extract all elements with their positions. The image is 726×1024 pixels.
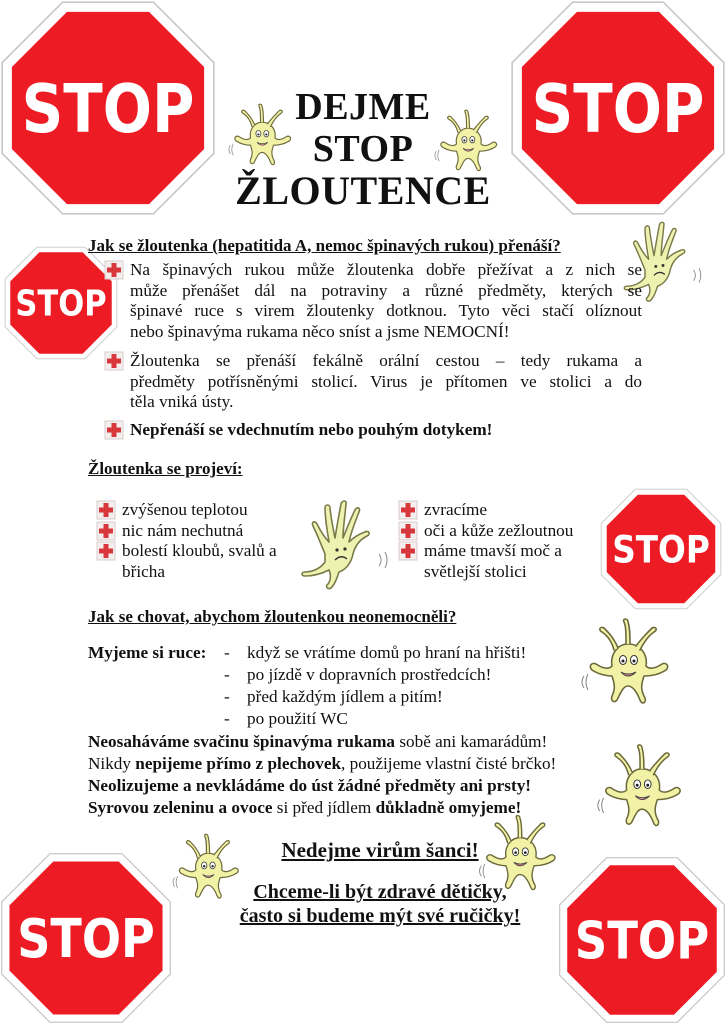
red-cross-icon <box>96 541 116 561</box>
text-line: máme tmavší moč a <box>424 541 562 561</box>
dash: - <box>224 665 230 684</box>
list-item <box>398 500 573 521</box>
stop-sign-bottom-right <box>558 856 726 1024</box>
stop-sign-top-right <box>510 0 726 216</box>
list-item <box>104 260 642 342</box>
red-cross-icon <box>96 500 116 520</box>
rhyme-line-2: často si budeme mýt své ručičky! <box>239 905 521 927</box>
text-line: Nepřenáší se vdechnutím nebo pouhým dotykem! <box>130 420 493 439</box>
stop-sign-label: STOP <box>21 69 195 148</box>
section-heading-symptoms: Žloutenka se projeví: <box>88 459 243 478</box>
rule-text: sobě ani kamarádům! <box>395 732 548 751</box>
page-title <box>228 86 498 212</box>
list-item <box>398 521 573 542</box>
red-cross-icon <box>104 351 124 371</box>
red-cross-icon <box>104 420 124 440</box>
red-cross-icon <box>104 260 124 280</box>
rule-line <box>88 754 556 775</box>
text-line: těla vniká ústy. <box>130 392 234 412</box>
rhyme <box>180 880 580 928</box>
rule-text: , použijeme vlastní čisté brčko! <box>341 754 557 773</box>
stop-sign-label: STOP <box>531 69 705 148</box>
red-cross-icon <box>398 500 418 520</box>
title-line-3: ŽLOUTENCE <box>235 168 491 213</box>
red-cross-icon <box>398 541 418 561</box>
text-line: předměty potřísněnými stolicí. Virus je přítomen ve stolici a do <box>130 371 642 391</box>
list-item <box>96 500 277 521</box>
stop-sign-top-left <box>0 0 216 216</box>
list-item <box>104 420 642 441</box>
rule-bold-text: Neosaháváme svačinu špinavýma rukama <box>88 732 396 751</box>
stop-sign-mid-left <box>4 246 118 360</box>
wash-hands-label: Myjeme si ruce: <box>88 643 207 662</box>
stop-sign-label: STOP <box>15 283 107 325</box>
rule-bold-text: nepijeme přímo z plechovek <box>135 754 342 773</box>
dash: - <box>224 687 230 706</box>
text-line: břicha <box>122 561 165 581</box>
stop-sign-label: STOP <box>612 527 710 572</box>
dash: - <box>224 709 230 728</box>
stop-sign-mid-right <box>600 488 722 610</box>
wash-item: po jízdě v dopravních prostředcích! <box>247 665 492 684</box>
text-line: Na špinavých rukou může žloutenka dobře přežívat a z nich se <box>130 260 642 279</box>
section-heading-transmission: Jak se žloutenka (hepatitida A, nemoc špinavých rukou) přenáší? <box>88 236 561 255</box>
wash-item: po použití WC <box>247 709 348 728</box>
stop-sign-label: STOP <box>17 907 155 970</box>
text-line: zvýšenou teplotou <box>122 500 248 519</box>
wash-item: před každým jídlem a pitím! <box>247 687 443 706</box>
rule-line: Neolizujeme a nevkládáme do úst žádné předměty ani prsty! <box>88 776 532 795</box>
text-line: bolestí kloubů, svalů a <box>122 541 277 561</box>
text-line: nebo špinavýma rukama něco sníst a jsme NEMOCNÍ! <box>130 321 510 341</box>
title-line-2: STOP <box>312 128 414 170</box>
title-line-1: DEJME <box>295 86 431 128</box>
text-line: špinavé ruce s virem žloutenky dotknou. Tyto věci stačí olíznout <box>130 301 642 321</box>
list-item <box>96 521 277 542</box>
list-item <box>104 351 642 413</box>
red-cross-icon <box>96 521 116 541</box>
hand-cartoon-icon <box>290 494 400 594</box>
text-line: Žloutenka se přenáší fekálně orální cestou – tedy rukama a <box>130 351 642 370</box>
text-line: může přenášet dál na potraviny a různé předměty, kterých se <box>130 280 642 300</box>
stop-sign-bottom-left <box>0 852 172 1024</box>
text-line: nic nám nechutná <box>122 520 244 540</box>
text-line: oči a kůže zežloutnou <box>424 520 574 540</box>
slogan: Nedejme virům šanci! <box>281 838 479 862</box>
rule-bold-text: Syrovou zeleninu a ovoce <box>88 798 273 817</box>
stop-sign-label: STOP <box>574 911 710 972</box>
rule-bold-text: důkladně omyjeme! <box>375 798 522 817</box>
rule-text: si před jídlem <box>272 798 376 817</box>
dash: - <box>224 643 230 662</box>
symptoms-right-list <box>398 500 573 582</box>
list-item <box>96 541 277 582</box>
virus-cartoon-icon <box>578 612 678 720</box>
rule-line <box>88 798 521 819</box>
virus-cartoon-icon <box>594 738 690 842</box>
wash-item: když se vrátíme domů po hraní na hřišti! <box>247 643 527 662</box>
text-line: zvracíme <box>424 500 487 519</box>
symptoms-left-list <box>96 500 277 582</box>
list-item <box>398 541 573 582</box>
rule-line <box>88 732 547 753</box>
rhyme-line-1: Chceme-li být zdravé dětičky, <box>253 881 507 903</box>
red-cross-icon <box>398 521 418 541</box>
rule-text: Nikdy <box>88 754 136 773</box>
section-heading-prevention: Jak se chovat, abychom žloutenkou neonemocněli? <box>88 607 457 626</box>
text-line: světlejší stolici <box>424 561 527 581</box>
